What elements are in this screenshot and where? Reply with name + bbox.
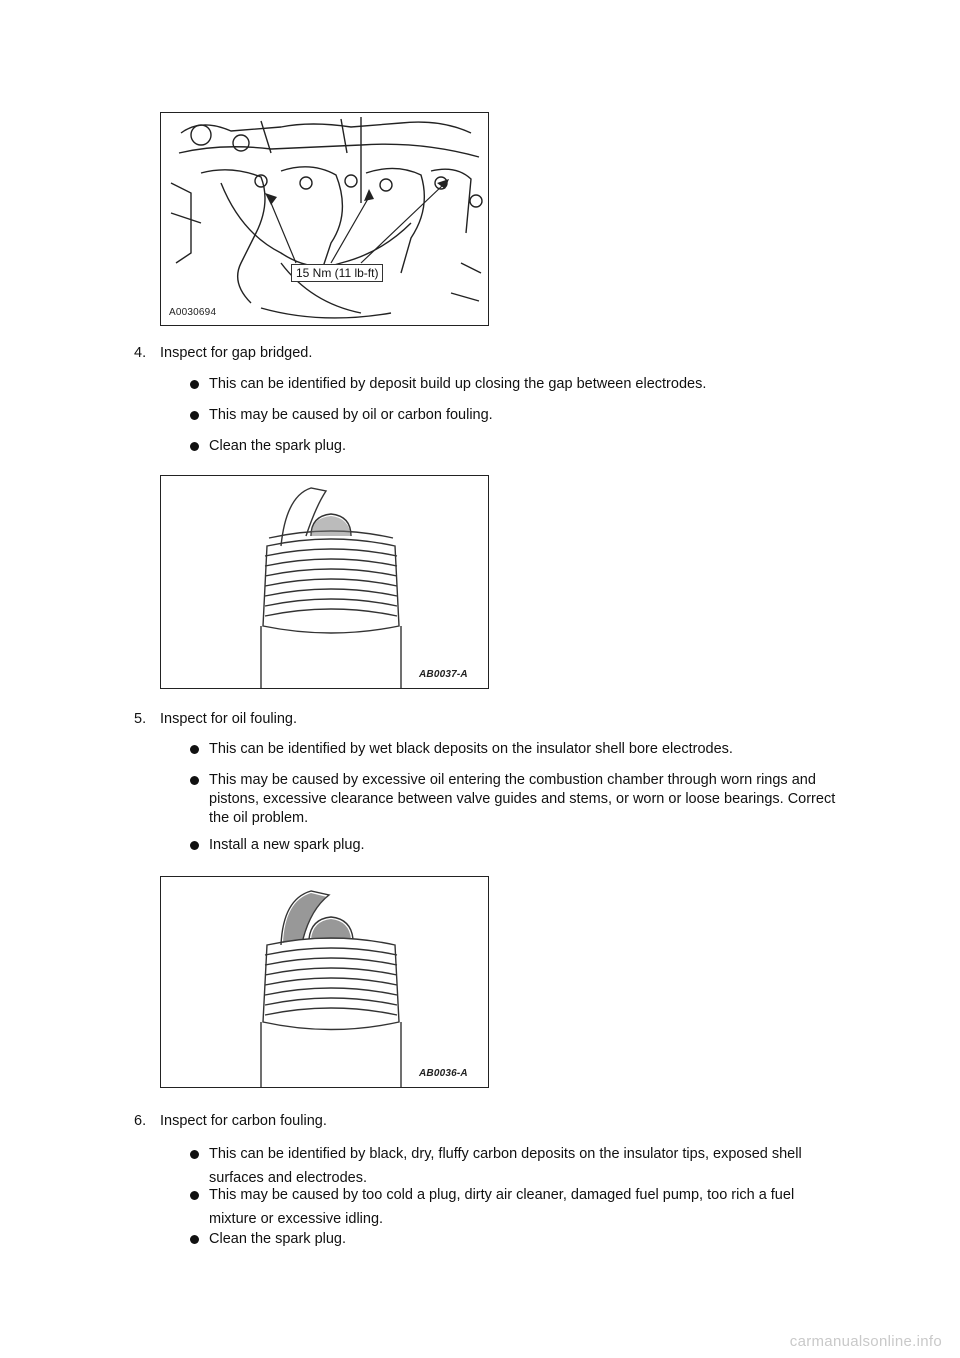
list-item: This may be caused by oil or carbon fouling. [190,406,840,425]
bullet-icon [190,1235,199,1244]
list-item: This can be identified by black, dry, fluffy carbon deposits on the insulator tips, exposed shell surfaces and electrodes. [190,1142,840,1190]
list-item: Install a new spark plug. [190,836,840,855]
torque-callout: 15 Nm (11 lb-ft) [291,264,383,282]
list-item: This may be caused by excessive oil entering the combustion chamber through worn rings and pistons, excessive clearance between valve guides and stems, or worn or loose bearings. Correct the oil problem. [190,771,840,828]
bullet-icon [190,776,199,785]
bullet-icon [190,1191,199,1200]
step-title: Inspect for oil fouling. [160,711,298,727]
bullet-icon [190,380,199,389]
step-number: 6. [134,1113,147,1129]
list-item: Clean the spark plug. [190,1227,840,1251]
spark-plug-oil-fouled-figure [160,876,489,1088]
step-4 [134,344,312,362]
exhaust-manifold-illustration [161,113,488,325]
list-item: This can be identified by deposit build up closing the gap between electrodes. [190,375,840,394]
list-item: Clean the spark plug. [190,437,840,456]
spark-plug-illustration [161,476,488,688]
figure-code: A0030694 [169,307,217,318]
spark-plug-illustration [161,877,488,1087]
step-6 [134,1112,327,1130]
bullet-icon [190,745,199,754]
step-number: 5. [134,711,147,727]
exhaust-manifold-figure [160,112,489,326]
spark-plug-gap-bridged-figure [160,475,489,689]
figure-code: AB0037-A [419,669,468,680]
figure-code: AB0036-A [419,1068,468,1079]
list-item: This can be identified by wet black deposits on the insulator shell bore electrodes. [190,740,840,759]
bullet-icon [190,841,199,850]
bullet-icon [190,442,199,451]
bullet-icon [190,411,199,420]
step-5 [134,710,297,728]
list-item: This may be caused by too cold a plug, dirty air cleaner, damaged fuel pump, too rich a fuel mixture or excessive idling. [190,1183,840,1231]
step-number: 4. [134,345,147,361]
step-title: Inspect for carbon fouling. [160,1113,327,1129]
bullet-icon [190,1150,199,1159]
watermark: carmanualsonline.info [789,1333,942,1350]
step-title: Inspect for gap bridged. [160,345,313,361]
